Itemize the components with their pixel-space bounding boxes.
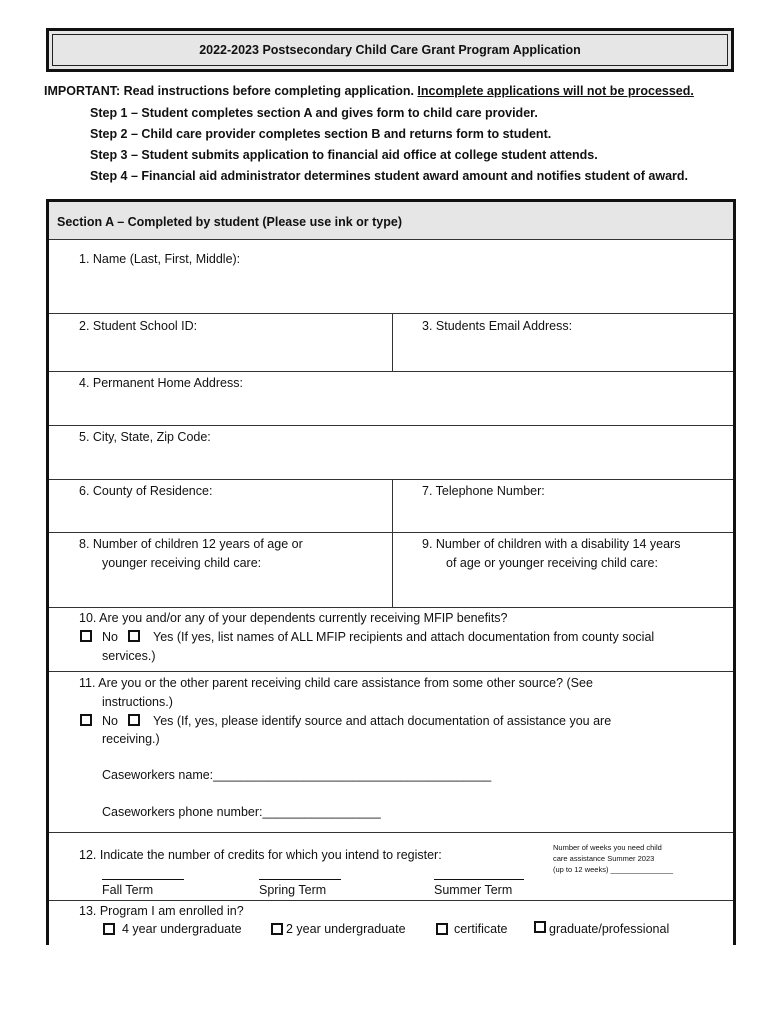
- section-a: [46, 199, 736, 945]
- program-2yr-checkbox[interactable]: [271, 923, 283, 935]
- spring-credits-field[interactable]: [259, 879, 341, 880]
- q10-mfip-question: 10. Are you and/or any of your dependents currently receiving MFIP benefits?: [79, 611, 508, 625]
- step-2: Step 2 – Child care provider completes section B and returns form to student.: [90, 127, 552, 141]
- divider: [49, 671, 733, 672]
- summer-credits-field[interactable]: [434, 879, 524, 880]
- step-1: Step 1 – Student completes section A and gives form to child care provider.: [90, 106, 538, 120]
- spring-term-label: Spring Term: [259, 883, 327, 897]
- q11-yes-checkbox[interactable]: [128, 714, 140, 726]
- program-certificate-label: certificate: [454, 922, 508, 936]
- q10-yes-checkbox[interactable]: [128, 630, 140, 642]
- q7-telephone-label: 7. Telephone Number:: [422, 484, 545, 498]
- section-a-header: [49, 202, 733, 240]
- caseworker-name-field[interactable]: Caseworkers name:________________________________________: [102, 768, 492, 782]
- q12-credits-question: 12. Indicate the number of credits for which you intend to register:: [79, 848, 442, 862]
- divider: [49, 607, 733, 608]
- caseworker-phone-field[interactable]: Caseworkers phone number:_________________: [102, 805, 381, 819]
- q9-children-disability-label: 9. Number of children with a disability 14 years: [422, 537, 681, 551]
- important-lead: IMPORTANT: Read instructions before completing application.: [44, 84, 414, 98]
- program-certificate-checkbox[interactable]: [436, 923, 448, 935]
- q11-yes-label: Yes (If, yes, please identify source and attach documentation of assistance you are: [153, 714, 612, 728]
- divider: [49, 532, 733, 533]
- q11-yes-label-cont: receiving.): [102, 732, 160, 746]
- divider: [49, 900, 733, 901]
- column-divider: [392, 479, 393, 607]
- column-divider: [392, 313, 393, 371]
- divider: [49, 832, 733, 833]
- fall-credits-field[interactable]: [102, 879, 184, 880]
- q11-no-checkbox[interactable]: [80, 714, 92, 726]
- program-4yr-label: 4 year undergraduate: [122, 922, 242, 936]
- program-4yr-checkbox[interactable]: [103, 923, 115, 935]
- q5-city-state-zip-label: 5. City, State, Zip Code:: [79, 430, 211, 444]
- step-3: Step 3 – Student submits application to financial aid office at college student attends.: [90, 148, 598, 162]
- important-notice: [44, 84, 694, 98]
- divider: [49, 313, 733, 314]
- summer-weeks-field[interactable]: (up to 12 weeks) _______________: [553, 865, 674, 874]
- q13-program-question: 13. Program I am enrolled in?: [79, 904, 244, 918]
- section-a-title: Section A – Completed by student (Please use ink or type): [57, 215, 402, 229]
- q8-children-12-label: 8. Number of children 12 years of age or: [79, 537, 303, 551]
- q2-school-id-label: 2. Student School ID:: [79, 319, 198, 333]
- q11-assistance-question: 11. Are you or the other parent receiving child care assistance from some other source? (See: [79, 676, 593, 690]
- program-graduate-label: graduate/professional: [549, 922, 670, 936]
- q1-name-label: 1. Name (Last, First, Middle):: [79, 252, 241, 266]
- divider: [49, 479, 733, 480]
- summer-weeks-note-cont: care assistance Summer 2023: [553, 854, 655, 863]
- fall-term-label: Fall Term: [102, 883, 154, 897]
- program-graduate-checkbox[interactable]: [534, 921, 546, 933]
- important-warning: Incomplete applications will not be processed.: [417, 84, 694, 98]
- q9-children-disability-label-cont: of age or younger receiving child care:: [446, 556, 658, 570]
- q11-assistance-question-cont: instructions.): [102, 695, 173, 709]
- form-title-box: [46, 28, 734, 72]
- q8-children-12-label-cont: younger receiving child care:: [102, 556, 262, 570]
- divider: [49, 371, 733, 372]
- divider: [49, 425, 733, 426]
- q6-county-label: 6. County of Residence:: [79, 484, 213, 498]
- q4-home-address-label: 4. Permanent Home Address:: [79, 376, 243, 390]
- q10-yes-label: Yes (If yes, list names of ALL MFIP recipients and attach documentation from county social: [153, 630, 655, 644]
- q11-no-label: No: [102, 714, 118, 728]
- summer-term-label: Summer Term: [434, 883, 513, 897]
- step-4: Step 4 – Financial aid administrator determines student award amount and notifies student of award.: [90, 169, 689, 183]
- program-2yr-label: 2 year undergraduate: [286, 922, 406, 936]
- q10-no-label: No: [102, 630, 118, 644]
- form-title: 2022-2023 Postsecondary Child Care Grant Program Application: [199, 43, 581, 57]
- q10-no-checkbox[interactable]: [80, 630, 92, 642]
- q10-yes-label-cont: services.): [102, 649, 156, 663]
- summer-weeks-note: Number of weeks you need child: [553, 843, 662, 852]
- q3-email-label: 3. Students Email Address:: [422, 319, 573, 333]
